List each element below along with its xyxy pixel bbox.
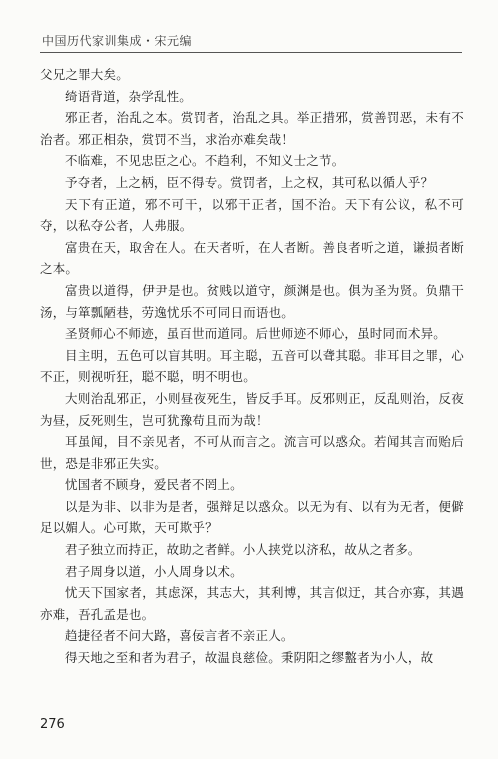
- paragraph: 耳虽闻，目不亲见者，不可从而言之。流言可以惑众。若闻其言而贻后世，恐是非邪正失实。: [40, 434, 464, 471]
- paragraph: 目主明，五色可以盲其明。耳主聪，五音可以聋其聪。非耳目之罪，心不正，则视听狂，聪不聪，明不明也。: [40, 347, 464, 385]
- paragraph: 圣贤师心不师迹，虽百世而道同。后世师迹不师心，虽时同而术异。: [65, 326, 447, 342]
- paragraph: 大则治乱邪正，小则昼夜死生，皆反手耳。反邪则正，反乱则治，反夜为昼，反死则生，岂可犹豫苟且而为哉！: [40, 390, 464, 428]
- paragraph: 趋捷径者不问大路，喜佞言者不亲正人。: [65, 628, 294, 644]
- paragraph: 邪正者，治乱之本。赏罚者，治乱之具。举正措邪，赏善罚恶，未有不治者。邪正相杂，赏罚不当，求治亦难矣哉！: [40, 110, 464, 147]
- paragraph: 君子独立而持正，故助之者鲜。小人挟党以济私，故从之者多。: [65, 542, 421, 558]
- paragraph: 以是为非、以非为是者，强辩足以惑众。以无为有、以有为无者，便僻足以媚人。心可欺，天可欺乎？: [40, 498, 464, 536]
- running-header: 中国历代家训集成・宋元编: [42, 34, 193, 48]
- paragraph: 不临难，不见忠臣之心。不趋利，不知义士之节。: [65, 153, 345, 169]
- paragraph: 忧天下国家者，其虑深，其志大，其利博，其言似迂，其合亦寡，其遇亦难，吾孔孟是也。: [40, 585, 464, 622]
- paragraph: 天下有正道，邪不可干，以邪干正者，国不治。天下有公议，私不可夺，以私夺公者，人弗服。: [40, 196, 464, 234]
- paragraph: 父兄之罪大矣。: [40, 67, 129, 82]
- paragraph: 绮语背道，杂学乱性。: [65, 88, 193, 104]
- header-rule: [40, 52, 462, 53]
- paragraph: 君子周身以道，小人周身以术。: [65, 563, 243, 579]
- paragraph: 富贵在天，取舍在人。在天者听，在人者断。善良者听之道，谦损者断之本。: [40, 239, 464, 277]
- paragraph: 忧国者不顾身，爱民者不罔上。: [65, 477, 243, 493]
- page-number: 276: [40, 717, 65, 732]
- paragraph: 得天地之至和者为君子，故温良慈俭。秉阴阳之缪盭者为小人，故: [65, 650, 434, 666]
- paragraph: 富贵以道得，伊尹是也。贫贱以道守，颜渊是也。俱为圣为贤。负鼎干汤，与箪瓢陋巷，劳逸忧乐不可同日而语也。: [40, 282, 464, 320]
- body-text: [40, 64, 464, 669]
- paragraph: 予夺者，上之柄，臣不得专。赏罚者，上之权，其可私以循人乎？: [65, 174, 434, 190]
